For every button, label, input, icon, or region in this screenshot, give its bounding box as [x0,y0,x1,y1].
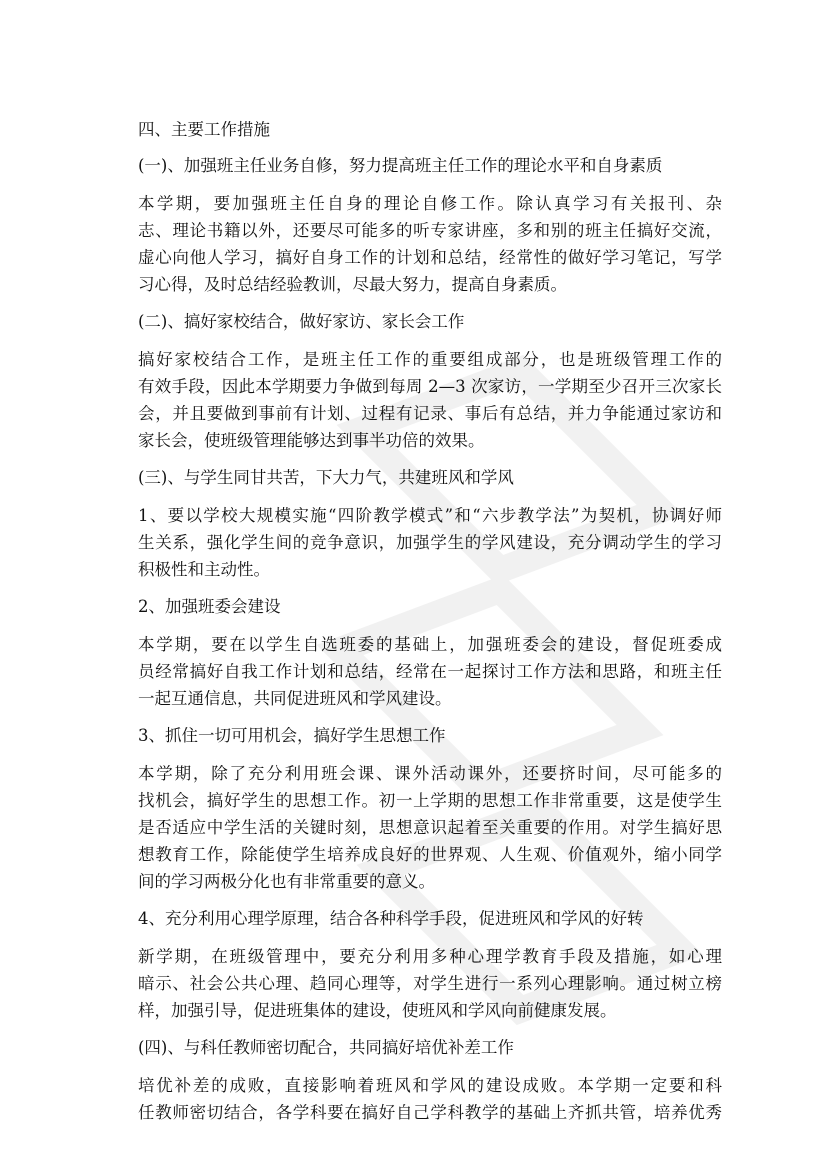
paragraph-line: 暗示、社会公共心理、趋同心理等，对学生进行一系列心理影响。通过树立榜 [138,974,722,993]
paragraph-line: 虚心向他人学习，搞好自身工作的计划和总结，经常性的做好学习笔记，写学 [138,248,722,267]
paragraph-line: 培优补差的成败，直接影响着班风和学风的建设成败。本学期一定要和科 [138,1076,722,1095]
paragraph-line: 本学期，除了充分利用班会课、课外活动课外，还要挤时间，尽可能多的 [138,764,722,783]
paragraph-line: 会，并且要做到事前有计划、过程有记录、事后有总结，并力争能通过家访和 [138,404,722,423]
paragraph-line: 有效手段，因此本学期要力争做到每周 2—3 次家访，一学期至少召开三次家长 [138,377,722,396]
section-heading: 4、充分利用心理学原理，结合各种科学手段，促进班风和学风的好转 [138,909,644,928]
paragraph-line: 想教育工作，除能使学生培养成良好的世界观、人生观、价值观外，缩小同学 [138,845,722,864]
paragraph-line: 一起互通信息，共同促进班风和学风建设。 [138,689,452,708]
section-heading: 2、加强班委会建设 [138,597,281,616]
paragraph-line: 1、要以学校大规模实施“四阶教学模式”和“六步教学法”为契机，协调好师 [138,506,722,525]
body-paragraph [108,943,722,1024]
paragraph-line: 生关系，强化学生间的竞争意识，加强学生的学风建设，充分调动学生的学习 [138,533,722,552]
paragraph-line: 搞好家校结合工作，是班主任工作的重要组成部分，也是班级管理工作的 [138,350,722,369]
body-paragraph [108,631,722,712]
document-page [108,118,722,1138]
paragraph-line: 本学期，要加强班主任自身的理论自修工作。除认真学习有关报刊、杂 [138,194,722,213]
body-paragraph [108,760,722,895]
body-paragraph [108,1072,722,1126]
section-heading: 四、主要工作措施 [138,120,270,139]
paragraph-line: 新学期，在班级管理中，要充分利用多种心理学教育手段及措施，如心理 [138,947,722,966]
paragraph-line: 是否适应中学生活的关键时刻，思想意识起着至关重要的作用。对学生搞好思 [138,818,722,837]
section-heading: (四)、与科任教师密切配合，共同搞好培优补差工作 [138,1038,514,1057]
paragraph-line: 习心得，及时总结经验教训，尽最大努力，提高自身素质。 [138,275,567,294]
paragraph-line: 间的学习两极分化也有非常重要的意义。 [138,872,435,891]
paragraph-line: 本学期，要在以学生自选班委的基础上，加强班委会的建设，督促班委成 [138,635,722,654]
paragraph-line: 任教师密切结合，各学科要在搞好自己学科教学的基础上齐抓共管，培养优秀 [138,1103,722,1122]
paragraph-line: 积极性和主动性。 [138,560,270,579]
section-heading: (二)、搞好家校结合，做好家访、家长会工作 [138,312,465,331]
body-paragraph [108,190,722,298]
section-heading: 3、抓住一切可用机会，搞好学生思想工作 [138,726,446,745]
paragraph-line: 找机会，搞好学生的思想工作。初一上学期的思想工作非常重要，这是使学生 [138,791,722,810]
section-heading: (三)、与学生同甘共苦，下大力气，共建班风和学风 [138,468,514,487]
paragraph-line: 志、理论书籍以外，还要尽可能多的听专家讲座，多和别的班主任搞好交流， [138,221,722,240]
paragraph-line: 样，加强引导，促进班集体的建设，使班风和学风向前健康发展。 [138,1001,617,1020]
body-paragraph [108,502,722,583]
section-heading: (一)、加强班主任业务自修，努力提高班主任工作的理论水平和自身素质 [138,156,663,175]
paragraph-line: 家长会，使班级管理能够达到事半功倍的效果。 [138,431,485,450]
body-paragraph [108,346,722,454]
paragraph-line: 员经常搞好自我工作计划和总结，经常在一起探讨工作方法和思路，和班主任 [138,662,722,681]
